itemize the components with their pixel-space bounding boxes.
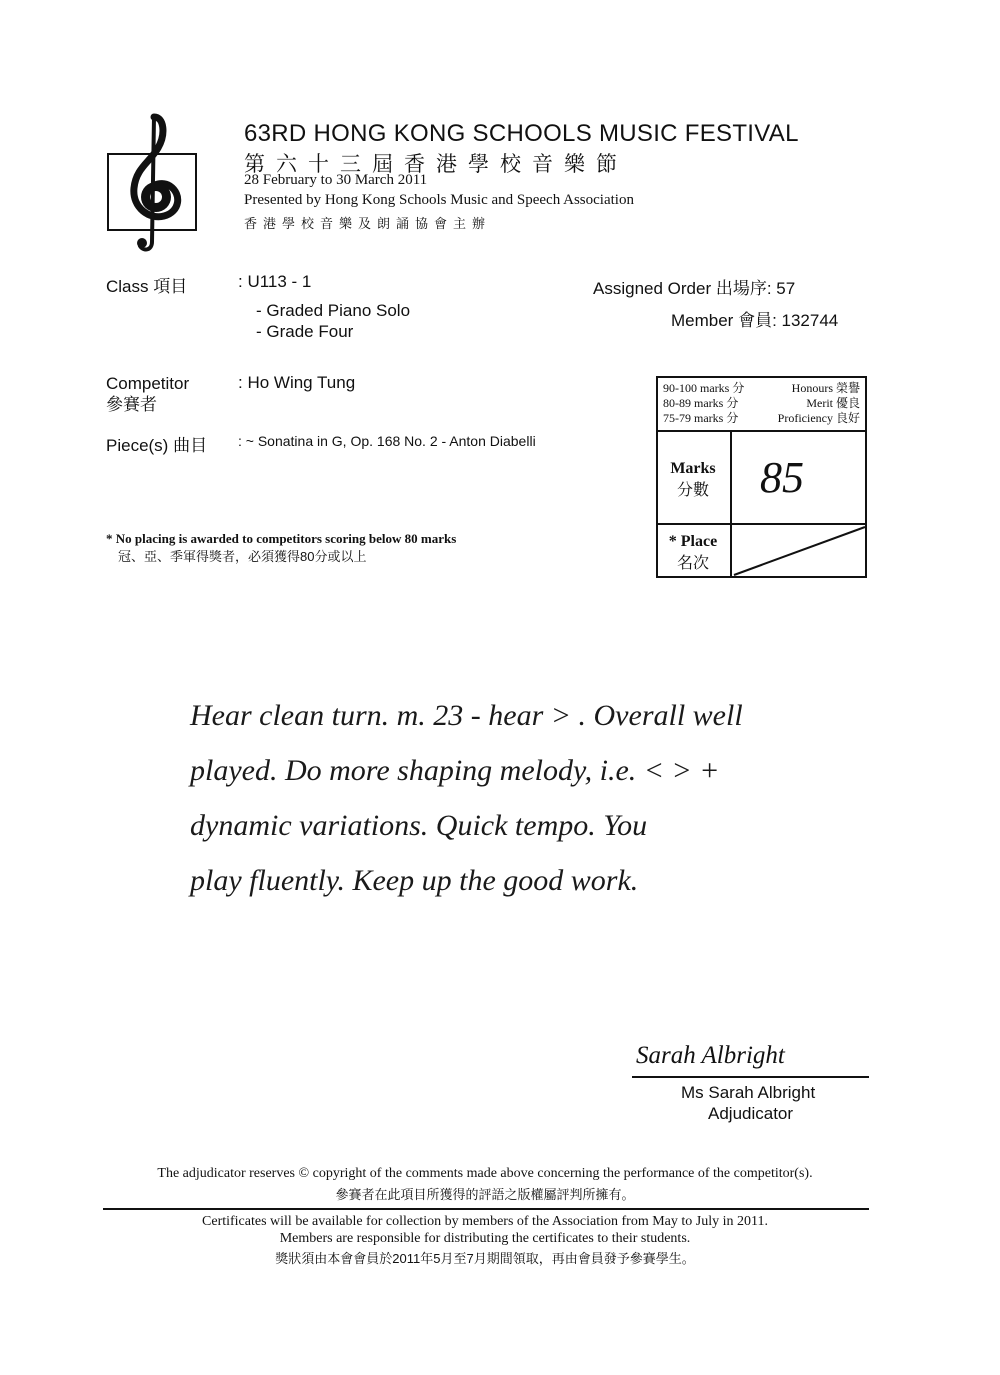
copyright-notice: The adjudicator reserves © copyright of the comments made above concerning the performance of the competitor(s). <box>157 1166 813 1181</box>
scale-grade: Honours 榮譽 <box>791 381 860 395</box>
adjudicator-title: Adjudicator <box>708 1104 794 1123</box>
adjudicator-name: Ms Sarah Albright <box>681 1083 816 1102</box>
presented-by: Presented by Hong Kong Schools Music and Speech Association <box>244 192 634 208</box>
adjudicator-comment <box>190 688 850 908</box>
piece-label: Piece(s) 曲目 <box>106 436 208 455</box>
scale-grade: Merit 優良 <box>806 396 860 410</box>
adjudicator-signature: Sarah Albright <box>636 1042 785 1069</box>
festival-dates: 28 February to 30 March 2011 <box>244 172 428 188</box>
certificate-notice: Certificates will be available for collection by members of the Association from May to July in 2011. <box>202 1214 768 1229</box>
festival-title: 63RD HONG KONG SCHOOLS MUSIC FESTIVAL <box>244 120 799 147</box>
marks-label <box>656 458 730 502</box>
scale-row-proficiency <box>663 411 860 426</box>
place-label <box>656 531 730 575</box>
presented-by-zh: 香港學校音樂及朗誦協會主辦 <box>244 216 492 231</box>
comment-line: Hear clean turn. m. 23 - hear > . Overall well <box>190 699 743 732</box>
competitor-name: : Ho Wing Tung <box>238 373 356 392</box>
class-description-1: - Graded Piano Solo <box>256 301 411 320</box>
class-description-2: - Grade Four <box>256 322 354 341</box>
class-value: : U113 - 1 <box>238 272 312 291</box>
place-label-en: * Place <box>668 533 718 550</box>
comment-line: dynamic variations. Quick tempo. You <box>190 809 648 842</box>
piece-value: : ~ Sonatina in G, Op. 168 No. 2 - Anton Diabelli <box>238 433 536 449</box>
competitor-label-en: Competitor <box>106 374 190 393</box>
certificate-notice: Members are responsible for distributing the certificates to their students. <box>279 1231 691 1246</box>
festival-title-zh: 第六十三屆香港學校音樂節 <box>244 152 628 176</box>
competitor-label-zh: 參賽者 <box>106 395 157 414</box>
scale-range: 90-100 marks 分 <box>663 381 745 395</box>
scale-row-merit <box>663 396 860 411</box>
place-label-zh: 名次 <box>676 555 709 572</box>
member-number: Member 會員: 132744 <box>671 311 839 330</box>
assigned-order: Assigned Order 出場序: 57 <box>593 279 796 298</box>
comment-line: played. Do more shaping melody, i.e. < > + <box>190 754 720 787</box>
scale-range: 75-79 marks 分 <box>663 411 739 425</box>
treble-clef-logo-icon <box>106 112 198 254</box>
marks-value: 85 <box>760 453 804 502</box>
scale-row-honours <box>663 381 860 396</box>
comment-line: play fluently. Keep up the good work. <box>190 864 639 897</box>
scale-grade: Proficiency 良好 <box>777 411 860 425</box>
class-label: Class 項目 <box>106 277 188 296</box>
scale-range: 80-89 marks 分 <box>663 396 739 410</box>
footer-divider <box>103 1208 869 1210</box>
marks-label-en: Marks <box>670 460 716 477</box>
marks-label-zh: 分數 <box>676 482 709 499</box>
placing-note-zh: 冠、亞、季軍得獎者，必須獲得80分或以上 <box>118 549 367 564</box>
marks-scale-legend <box>656 376 867 432</box>
certificate-notice-zh: 獎狀須由本會會員於2011年5月至7月期間領取，再由會員發予參賽學生。 <box>275 1251 695 1266</box>
placing-note: * No placing is awarded to competitors scoring below 80 marks <box>106 531 457 546</box>
place-empty-slash <box>732 525 867 578</box>
signature-line <box>632 1076 869 1078</box>
copyright-notice-zh: 參賽者在此項目所獲得的評語之版權屬評判所擁有。 <box>335 1187 635 1202</box>
competitor-label <box>106 373 189 415</box>
